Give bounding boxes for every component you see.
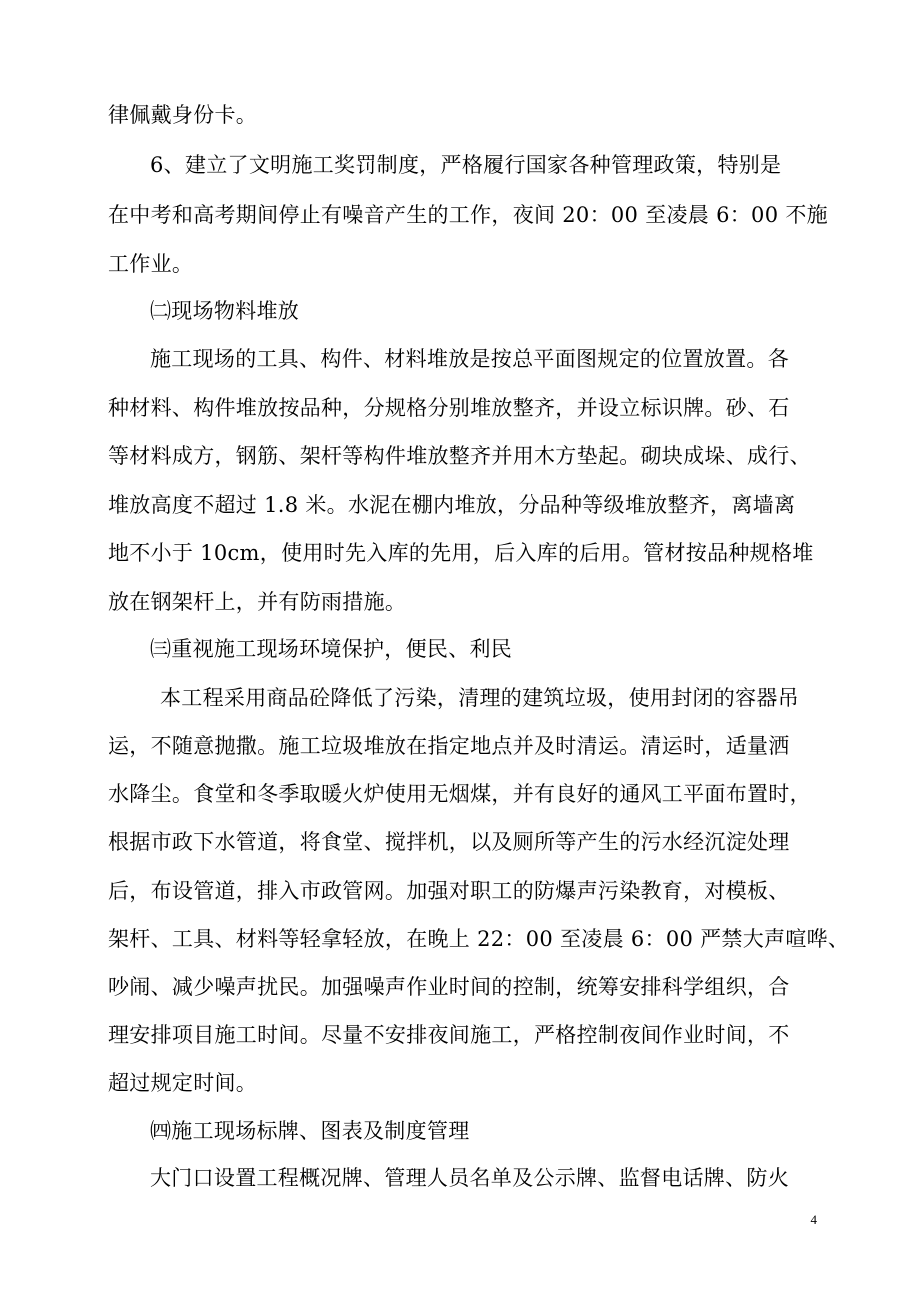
text-line: 地不小于 10cm，使用时先入库的先用，后入库的后用。管材按品种规格堆: [108, 541, 814, 565]
section-heading: ㈡现场物料堆放: [150, 299, 300, 323]
text-line: 根据市政下水管道，将食堂、搅拌机，以及厕所等产生的污水经沉淀处理: [108, 830, 790, 854]
text-line: 在中考和高考期间停止有噪音产生的工作，夜间 20：00 至凌晨 6：00 不施: [108, 203, 828, 227]
text-line: 种材料、构件堆放按品种，分规格分别堆放整齐，并设立标识牌。砂、石: [108, 396, 790, 420]
text-line: 水降尘。食堂和冬季取暖火炉使用无烟煤，并有良好的通风工平面布置时，: [108, 782, 811, 806]
text-line: 放在钢架杆上，并有防雨措施。: [108, 590, 407, 614]
paragraph-start: 6、建立了文明施工奖罚制度，严格履行国家各种管理政策，特别是: [150, 153, 782, 177]
text-line: 等材料成方，钢筋、架杆等构件堆放整齐并用木方垫起。砌块成垛、成行、: [108, 444, 811, 468]
text-line: 堆放高度不超过 1.8 米。水泥在棚内堆放，分品种等级堆放整齐，离墙离: [108, 493, 796, 517]
paragraph-start: 本工程采用商品砼降低了污染，清理的建筑垃圾，使用封闭的容器吊: [160, 686, 799, 710]
text-line: 运，不随意抛撒。施工垃圾堆放在指定地点并及时清运。清运时，适量洒: [108, 734, 790, 758]
section-heading: ㈢重视施工现场环境保护，便民、利民: [150, 637, 513, 661]
text-line: 超过规定时间。: [108, 1071, 258, 1095]
paragraph-start: 施工现场的工具、构件、材料堆放是按总平面图规定的位置放置。各: [150, 347, 789, 371]
text-line: 理安排项目施工时间。尽量不安排夜间施工，严格控制夜间作业时间，不: [108, 1023, 790, 1047]
text-line: 工作业。: [108, 252, 194, 276]
text-line: 吵闹、减少噪声扰民。加强噪声作业时间的控制，统筹安排科学组织，合: [108, 975, 790, 999]
text-line: 架杆、工具、材料等轻拿轻放，在晚上 22：00 至凌晨 6：00 严禁大声喧哗、: [108, 927, 850, 951]
text-line: 后，布设管道，排入市政管网。加强对职工的防爆声污染教育，对模板、: [108, 879, 790, 903]
paragraph-start: 大门口设置工程概况牌、管理人员名单及公示牌、监督电话牌、防火: [150, 1166, 789, 1190]
text-line: 律佩戴身份卡。: [108, 103, 258, 127]
page-number: 4: [810, 1212, 817, 1227]
section-heading: ㈣施工现场标牌、图表及制度管理: [150, 1119, 470, 1143]
